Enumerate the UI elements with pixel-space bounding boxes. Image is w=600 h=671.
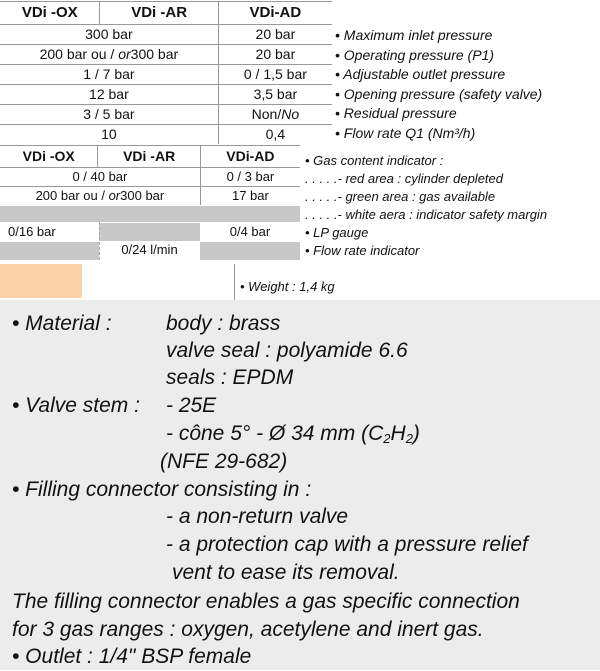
weight-swatch-orange [0, 264, 82, 298]
spec-adjustable: • Adjustable outlet pressure [335, 66, 506, 82]
flow-cell: 0/24 l/min [121, 242, 178, 257]
spec-operating: • Operating pressure (P1) [335, 46, 494, 63]
stem-label: • Valve stem : [12, 394, 140, 417]
filling-label: • Filling connector consisting in : [12, 478, 312, 501]
table1-row [0, 64, 332, 84]
material-body: body : brass [166, 312, 281, 335]
table1-cell: 10 [101, 125, 117, 142]
table1-row [0, 84, 332, 104]
description-line2: for 3 gas ranges : oxygen, acetylene and inert gas. [12, 618, 484, 641]
table1-cell: 0 / 1,5 bar [218, 64, 332, 84]
table1-cell: 20 bar [218, 44, 332, 64]
table2-header-ar: VDi -AR [98, 146, 200, 167]
table1-row [0, 24, 332, 44]
stem-25e: - 25E [166, 394, 217, 417]
stem-cone: - cône 5° - Ø 34 mm $(C_2H_2)$ [166, 422, 420, 446]
spec-flow-indicator: • Flow rate indicator [305, 243, 420, 258]
material-valve-seal: valve seal : polyamide 6.6 [166, 339, 408, 362]
table2-cell: 0 / 3 bar [200, 167, 300, 186]
spec-green-area: . . . . .- green area : gas available [305, 189, 496, 204]
filling-item-cap-cont: vent to ease its removal. [172, 561, 400, 584]
filling-item-valve: - a non-return valve [166, 505, 349, 528]
table1-cell: 300 bar [85, 25, 133, 42]
table2-header-ad: VDi-AD [200, 146, 300, 167]
spec-opening: • Opening pressure (safety valve) [335, 85, 543, 102]
table1-header-ar: VDi -AR [100, 2, 218, 24]
table1-cell: Non/No [218, 104, 332, 124]
table2-cell: 200 bar ou / or300 bar [35, 187, 165, 203]
table2-cell: 0 / 40 bar [72, 168, 128, 184]
table1-cell: 3,5 bar [218, 84, 332, 104]
lp-gauge-cell-ox: 0/16 bar [8, 224, 56, 239]
outlet-line: • Outlet : 1/4" BSP female [12, 645, 252, 668]
description-line1: The filling connector enables a gas specific connection [12, 590, 520, 613]
specs1-list [335, 26, 542, 143]
specs2-list [305, 152, 547, 260]
table2-row [0, 186, 300, 205]
spec-red-area: . . . . .- red area : cylinder depleted [305, 171, 503, 186]
table2 [0, 146, 300, 205]
table1-header-ad: VDi-AD [218, 2, 332, 24]
spec-residual: • Residual pressure [335, 105, 457, 121]
table2-divider [99, 222, 100, 260]
stem-standard: (NFE 29-682) [160, 450, 288, 473]
filling-item-cap: - a protection cap with a pressure relief [166, 533, 528, 556]
table2-cell: 17 bar [200, 186, 300, 205]
table1-header-ox: VDi -OX [21, 4, 78, 22]
lp-gauge-cell-ad: 0/4 bar [229, 224, 271, 239]
table1 [0, 2, 332, 144]
material-seals: seals : EPDM [166, 366, 294, 389]
spec-white-area: . . . . .- white aera : indicator safety margin [305, 207, 548, 222]
spec-lp-gauge: • LP gauge [305, 225, 369, 240]
table1-cell: 20 bar [218, 24, 332, 44]
gas-indicator-bar [0, 206, 300, 222]
flow-bar-left [0, 242, 99, 260]
lp-gauge-bar-ar [99, 223, 200, 241]
table1-row [0, 104, 332, 124]
flow-bar-right [200, 242, 300, 260]
table2-header-ox: VDi -OX [22, 148, 75, 165]
table1-cell: 1 / 7 bar [83, 65, 135, 82]
spec-weight: • Weight : 1,4 kg [240, 279, 335, 294]
table1-cell: 0,4 [218, 124, 332, 144]
spec-gas-indicator: • Gas content indicator : [305, 153, 444, 168]
table1-row [0, 124, 332, 144]
weight-divider [234, 264, 235, 300]
table2-row [0, 167, 300, 186]
spec-max-inlet: • Maximum inlet pressure [335, 27, 493, 43]
table1-cell: 3 / 5 bar [83, 105, 135, 122]
material-label: • Material : [12, 312, 112, 335]
spec-flow-rate: • Flow rate Q1 (Nm³/h) [335, 124, 476, 141]
table1-cell: 12 bar [89, 85, 129, 102]
table1-cell: 200 bar ou / or300 bar [39, 45, 179, 62]
table1-row [0, 44, 332, 64]
